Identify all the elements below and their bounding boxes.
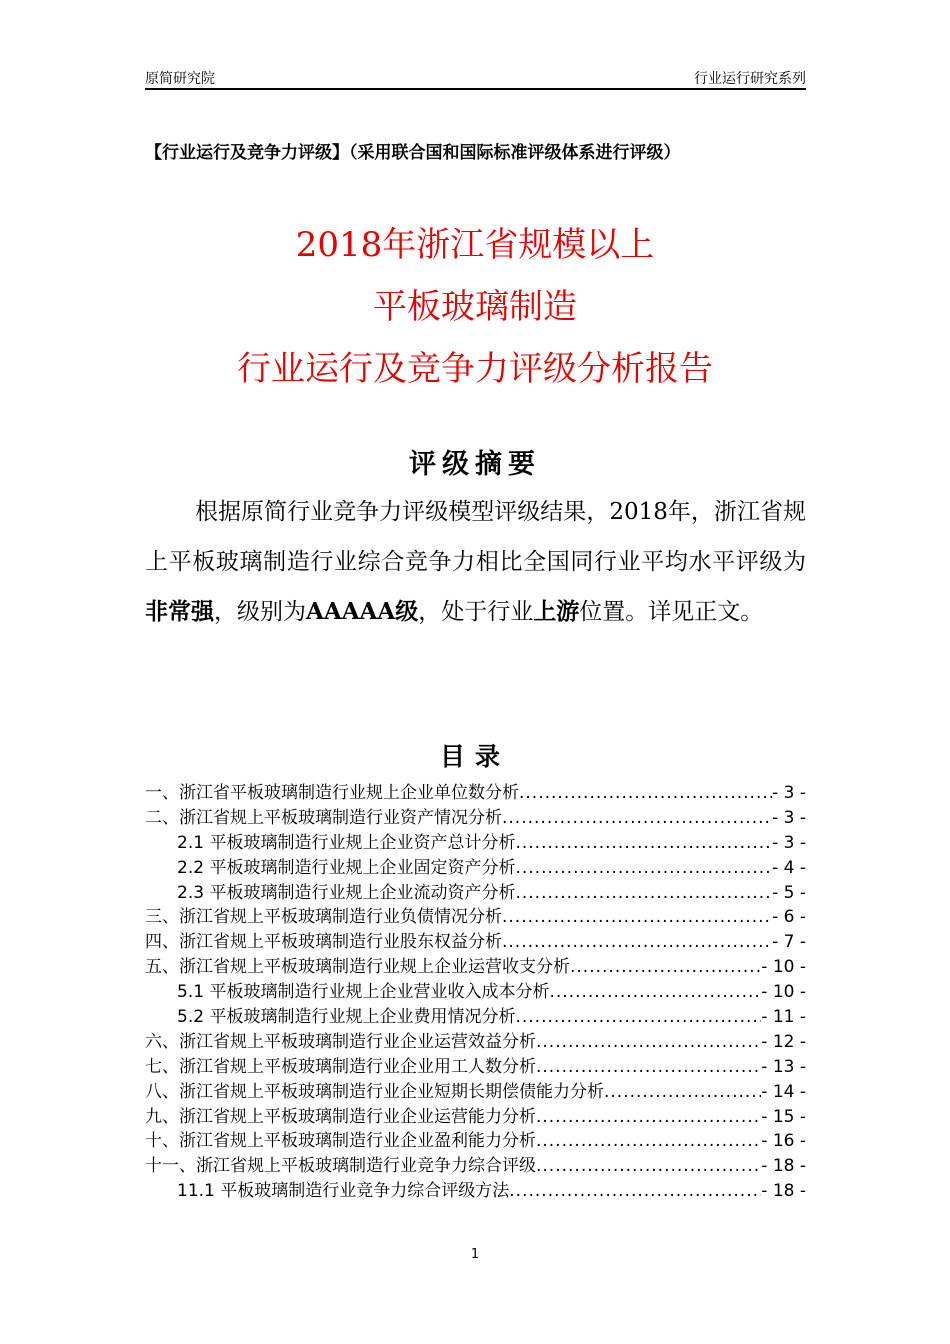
toc-entry-title: 2.2 平板玻璃制造行业规上企业固定资产分析: [177, 857, 516, 878]
toc-entry-title: 六、浙江省规上平板玻璃制造行业企业运营效益分析: [145, 1031, 536, 1052]
toc-entry-title: 五、浙江省规上平板玻璃制造行业规上企业运营收支分析: [145, 957, 570, 978]
toc-entry[interactable]: [145, 1080, 806, 1105]
toc-entry-title: 一、浙江省平板玻璃制造行业规上企业单位数分析: [145, 783, 519, 803]
toc-leader-dots: [502, 806, 772, 831]
summary-text: 根据原简行业竞争力评级模型评级结果，2018年，浙江省规上平板玻璃制造行业综合竞争力相比全国同行业平均水平评级为: [145, 499, 806, 575]
summary-text: ，处于行业: [418, 599, 534, 625]
toc-leader-dots: [515, 856, 772, 881]
toc-entry-page: - 3 -: [772, 807, 806, 828]
toc-entry[interactable]: [145, 930, 806, 955]
toc-leader-dots: [536, 1154, 761, 1179]
toc-leader-dots: [536, 1129, 761, 1154]
toc-entry-page: - 18 -: [761, 1156, 806, 1177]
toc-entry-page: - 13 -: [761, 1056, 806, 1077]
table-of-contents: [145, 781, 806, 1204]
toc-heading: 目录: [439, 742, 510, 771]
toc-leader-dots: [604, 1080, 761, 1105]
toc-entry-page: - 18 -: [761, 1181, 806, 1202]
title-line: 2018年浙江省规模以上: [295, 225, 655, 265]
toc-entry-title: 八、浙江省规上平板玻璃制造行业企业短期长期偿债能力分析: [145, 1081, 604, 1102]
rating-tagline: 【行业运行及竞争力评级】（采用联合国和国际标准评级体系进行评级）: [145, 143, 681, 163]
toc-entry[interactable]: [145, 831, 806, 856]
toc-entry[interactable]: [145, 806, 806, 831]
toc-entry[interactable]: [145, 1030, 806, 1055]
toc-leader-dots: [515, 831, 772, 856]
toc-leader-dots: [515, 1005, 761, 1030]
toc-leader-dots: [502, 905, 772, 930]
page-number: 1: [470, 1247, 480, 1262]
toc-entry[interactable]: [145, 881, 806, 906]
toc-entry[interactable]: [145, 1129, 806, 1154]
summary-text: 位置。详见正文。: [579, 599, 764, 625]
toc-entry-page: - 10 -: [761, 982, 806, 1003]
toc-entry[interactable]: [145, 1179, 806, 1204]
toc-entry-title: 二、浙江省规上平板玻璃制造行业资产情况分析: [145, 807, 502, 828]
toc-entry[interactable]: [145, 1055, 806, 1080]
toc-entry-title: 三、浙江省规上平板玻璃制造行业负债情况分析: [145, 907, 502, 928]
rating-level: AAAAA级: [306, 598, 419, 625]
toc-entry-page: - 16 -: [761, 1131, 806, 1152]
header-series: 行业运行研究系列: [694, 71, 806, 87]
toc-entry-title: 十、浙江省规上平板玻璃制造行业企业盈利能力分析: [145, 1131, 536, 1152]
toc-entry-page: - 6 -: [772, 907, 806, 928]
toc-leader-dots: [502, 930, 772, 955]
toc-entry-title: 九、浙江省规上平板玻璃制造行业企业运营能力分析: [145, 1106, 536, 1127]
toc-entry[interactable]: [145, 955, 806, 980]
toc-entry-title: 5.2 平板玻璃制造行业规上企业费用情况分析: [177, 1007, 516, 1028]
toc-entry-title: 七、浙江省规上平板玻璃制造行业企业用工人数分析: [145, 1056, 536, 1077]
rating-strength: 非常强: [145, 598, 214, 625]
toc-entry-title: 2.3 平板玻璃制造行业规上企业流动资产分析: [177, 882, 516, 903]
summary-heading: 评级摘要: [409, 449, 541, 480]
summary-paragraph: [145, 488, 806, 638]
toc-leader-dots: [515, 881, 772, 906]
toc-entry-page: - 7 -: [772, 932, 806, 953]
toc-entry-page: - 12 -: [761, 1031, 806, 1052]
toc-leader-dots: [536, 1030, 761, 1055]
toc-entry[interactable]: [145, 1154, 806, 1179]
toc-leader-dots: [509, 1179, 761, 1204]
toc-entry-page: - 3 -: [772, 832, 806, 853]
rating-position: 上游: [533, 598, 580, 625]
toc-entry-title: 十一、浙江省规上平板玻璃制造行业竞争力综合评级: [145, 1156, 536, 1177]
toc-entry-page: - 11 -: [761, 1007, 806, 1028]
toc-entry-page: - 15 -: [761, 1106, 806, 1127]
report-title: [0, 214, 950, 400]
toc-entry-title: 2.1 平板玻璃制造行业规上企业资产总计分析: [177, 832, 516, 853]
toc-entry[interactable]: [145, 905, 806, 930]
toc-entry[interactable]: [145, 1005, 806, 1030]
toc-entry-title: 四、浙江省规上平板玻璃制造行业股东权益分析: [145, 932, 502, 953]
toc-entry[interactable]: [145, 980, 806, 1005]
toc-entry-title: 5.1 平板玻璃制造行业规上企业营业收入成本分析: [177, 982, 550, 1003]
toc-leader-dots: [536, 1105, 761, 1130]
toc-entry-page: - 3 -: [772, 783, 806, 803]
toc-leader-dots: [570, 955, 761, 980]
toc-entry-page: - 4 -: [772, 857, 806, 878]
page-header: [145, 68, 806, 90]
header-org: 原简研究院: [145, 71, 215, 87]
toc-entry[interactable]: [145, 1105, 806, 1130]
toc-leader-dots: [536, 1055, 761, 1080]
toc-entry-page: - 14 -: [761, 1081, 806, 1102]
toc-entry-page: - 10 -: [761, 957, 806, 978]
toc-entry-page: - 5 -: [772, 882, 806, 903]
title-line: 行业运行及竞争力评级分析报告: [237, 349, 713, 389]
toc-leader-dots: [519, 781, 772, 806]
title-line: 平板玻璃制造: [373, 287, 577, 327]
summary-text: ，级别为: [214, 599, 306, 625]
toc-entry-title: 11.1 平板玻璃制造行业竞争力综合评级方法: [177, 1181, 510, 1202]
toc-entry[interactable]: [145, 781, 806, 806]
toc-leader-dots: [549, 980, 761, 1005]
toc-entry[interactable]: [145, 856, 806, 881]
